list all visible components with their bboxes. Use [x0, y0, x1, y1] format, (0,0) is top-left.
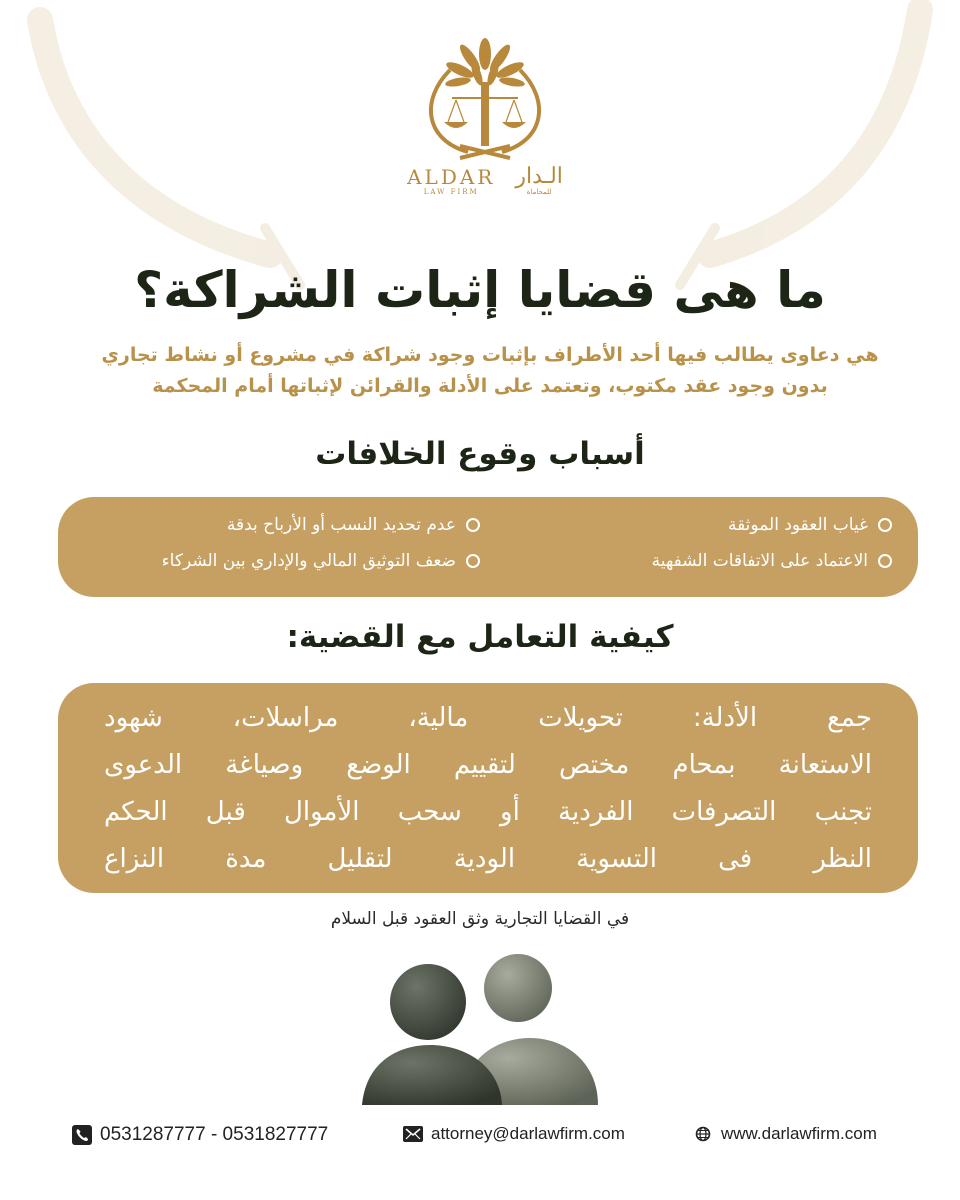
- palm-swords-scales-emblem: [380, 30, 590, 180]
- circle-bullet-icon: [878, 518, 892, 532]
- logo-name-ar: الـدار: [515, 164, 563, 189]
- handling-panel: [58, 683, 918, 893]
- handling-step: الاستعانة بمحام مختص لتقييم الوضع وصياغة الدعوى: [104, 750, 872, 780]
- reason-text: ضعف التوثيق المالي والإداري بين الشركاء: [161, 551, 456, 571]
- email-contact[interactable]: [403, 1124, 625, 1144]
- handling-heading: كيفية التعامل مع القضية:: [286, 619, 674, 655]
- website-url: www.darlawfirm.com: [721, 1124, 877, 1143]
- reason-item: [496, 546, 892, 576]
- logo-english: [407, 166, 495, 197]
- globe-icon: [693, 1124, 713, 1144]
- handling-step: جمع الأدلة: تحويلات مالية، مراسلات، شهود: [104, 703, 872, 733]
- logo-subtitle-en: LAW FIRM: [423, 188, 479, 196]
- phone-icon: [72, 1125, 92, 1145]
- logo-subtitle-ar: للمحاماة: [526, 188, 552, 196]
- reason-text: الاعتماد على الاتفاقات الشفهية: [651, 551, 868, 571]
- phone-numbers: 0531287777 - 0531827777: [100, 1124, 329, 1145]
- reason-item: [84, 510, 480, 540]
- reasons-heading: أسباب وقوع الخلافات: [315, 436, 645, 472]
- reason-text: غياب العقود الموثقة: [727, 515, 868, 535]
- email-address: attorney@darlawfirm.com: [431, 1124, 625, 1143]
- logo-name-en: ALDAR: [407, 165, 496, 189]
- intro-text: [90, 340, 890, 402]
- email-icon: [403, 1124, 423, 1144]
- circle-bullet-icon: [466, 518, 480, 532]
- tagline: في القضايا التجارية وثق العقود قبل السلام: [330, 909, 630, 929]
- reason-text: عدم تحديد النسب أو الأرباح بدقة: [226, 515, 456, 535]
- website-contact[interactable]: [693, 1124, 877, 1144]
- firm-logo: [380, 30, 590, 210]
- partners-people-icon: [360, 950, 600, 1105]
- reason-item: [84, 546, 480, 576]
- page-title: ما هى قضايا إثبات الشراكة؟: [134, 261, 826, 319]
- reasons-panel: [58, 497, 918, 597]
- intro-line: هي دعاوى يطالب فيها أحد الأطراف بإثبات وجود شراكة في مشروع أو نشاط تجاري: [101, 344, 879, 366]
- circle-bullet-icon: [878, 554, 892, 568]
- handling-step: تجنب التصرفات الفردية أو سحب الأموال قبل الحكم: [104, 797, 872, 827]
- phone-contact[interactable]: [72, 1124, 328, 1146]
- logo-arabic: [515, 166, 563, 197]
- circle-bullet-icon: [466, 554, 480, 568]
- contact-bar: [0, 1124, 960, 1158]
- intro-line: بدون وجود عقد مكتوب، وتعتمد على الأدلة والقرائن لإثباتها أمام المحكمة: [152, 375, 828, 397]
- reason-item: [496, 510, 892, 540]
- handling-step: النظر فى التسوية الودية لتقليل مدة النزاع: [104, 844, 872, 874]
